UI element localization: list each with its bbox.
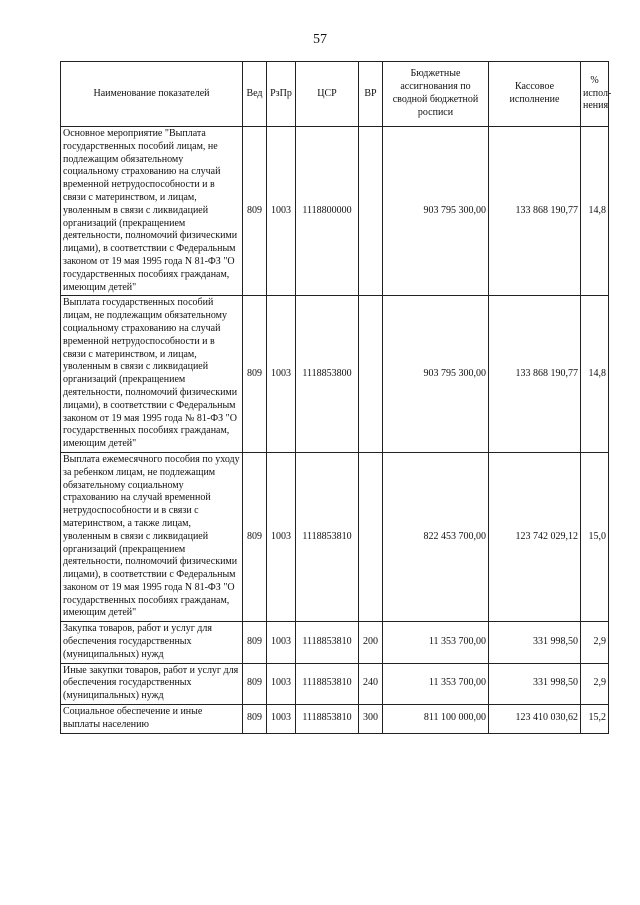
row-budget: 822 453 700,00: [383, 452, 489, 621]
row-rzpr: 1003: [267, 705, 296, 734]
header-budget: Бюджетные ассигнования по сводной бюджетной росписи: [383, 62, 489, 127]
row-cash: 331 998,50: [489, 663, 581, 704]
row-vr: [359, 452, 383, 621]
header-rzpr: РзПр: [267, 62, 296, 127]
row-csr: 1118800000: [296, 127, 359, 296]
row-pct: 15,0: [581, 452, 609, 621]
row-ved: 809: [243, 296, 267, 453]
row-pct: 14,8: [581, 127, 609, 296]
row-pct: 2,9: [581, 663, 609, 704]
row-cash: 133 868 190,77: [489, 296, 581, 453]
header-ved: Вед: [243, 62, 267, 127]
row-budget: 903 795 300,00: [383, 127, 489, 296]
row-csr: 1118853810: [296, 705, 359, 734]
row-rzpr: 1003: [267, 663, 296, 704]
table-row: [61, 705, 609, 734]
table-header: [61, 62, 612, 127]
row-pct: 14,8: [581, 296, 609, 453]
row-cash: 123 410 030,62: [489, 705, 581, 734]
row-name: Закупка товаров, работ и услуг для обеспечения государственных (муниципальных) нужд: [61, 622, 243, 663]
row-name: Выплата ежемесячного пособия по уходу за ребенком лицам, не подлежащим обязательному социальному страхованию на случай временной нетрудоспособности и в связи с материнством, а также лицам, уволенным в связи с ликвидацией организаций (прекращением деятельности, полномочий физическими лицами), в соответствии с Федеральным законом от 19 мая 1995 года N 81-ФЗ "О государственных пособиях гражданам, имеющим детей": [61, 452, 243, 621]
row-budget: 903 795 300,00: [383, 296, 489, 453]
row-rzpr: 1003: [267, 127, 296, 296]
row-ved: 809: [243, 705, 267, 734]
header-name: Наименование показателей: [61, 62, 243, 127]
header-vr: ВР: [359, 62, 383, 127]
row-name: Выплата государственных пособий лицам, не подлежащим обязательному социальному страхованию на случай временной нетрудоспособности и в связи с материнством, и лицам, уволенным в связи с ликвидацией организаций (прекращением деятельности, полномочий физическими лицами), в соответствии с Федеральным законом от 19 мая 1995 года № 81-ФЗ "О государственных пособиях гражданам, имеющим детей": [61, 296, 243, 453]
row-vr: 300: [359, 705, 383, 734]
row-name: Социальное обеспечение и иные выплаты населению: [61, 705, 243, 734]
row-ved: 809: [243, 452, 267, 621]
row-pct: 15,2: [581, 705, 609, 734]
row-csr: 1118853810: [296, 452, 359, 621]
row-csr: 1118853800: [296, 296, 359, 453]
row-cash: 331 998,50: [489, 622, 581, 663]
row-name: Иные закупки товаров, работ и услуг для обеспечения государственных (муниципальных) нужд: [61, 663, 243, 704]
table-row: [61, 127, 609, 296]
table-row: [61, 663, 609, 704]
table-row: [61, 622, 609, 663]
row-vr: 240: [359, 663, 383, 704]
row-budget: 11 353 700,00: [383, 663, 489, 704]
header-csr: ЦСР: [296, 62, 359, 127]
row-budget: 811 100 000,00: [383, 705, 489, 734]
row-rzpr: 1003: [267, 622, 296, 663]
row-budget: 11 353 700,00: [383, 622, 489, 663]
row-pct: 2,9: [581, 622, 609, 663]
budget-execution-table: [60, 61, 612, 734]
row-cash: 123 742 029,12: [489, 452, 581, 621]
row-vr: 200: [359, 622, 383, 663]
header-pct: % испол-нения: [581, 62, 609, 127]
table-row: [61, 296, 609, 453]
page-number: 57: [313, 32, 327, 47]
table-row: [61, 452, 609, 621]
row-ved: 809: [243, 622, 267, 663]
row-rzpr: 1003: [267, 452, 296, 621]
header-cash: Кассовое исполнение: [489, 62, 581, 127]
row-name: Основное мероприятие "Выплата государственных пособий лицам, не подлежащим обязательному социальному страхованию на случай временной нетрудоспособности и в связи с материнством, и лицам, уволенным в связи с ликвидацией организаций (прекращением деятельности, полномочий физическими лицами), в соответствии с Федеральным законом от 19 мая 1995 года N 81-ФЗ "О государственных пособиях гражданам, имеющим детей": [61, 127, 243, 296]
row-csr: 1118853810: [296, 663, 359, 704]
row-vr: [359, 127, 383, 296]
row-rzpr: 1003: [267, 296, 296, 453]
row-vr: [359, 296, 383, 453]
row-ved: 809: [243, 663, 267, 704]
row-ved: 809: [243, 127, 267, 296]
row-cash: 133 868 190,77: [489, 127, 581, 296]
row-csr: 1118853810: [296, 622, 359, 663]
